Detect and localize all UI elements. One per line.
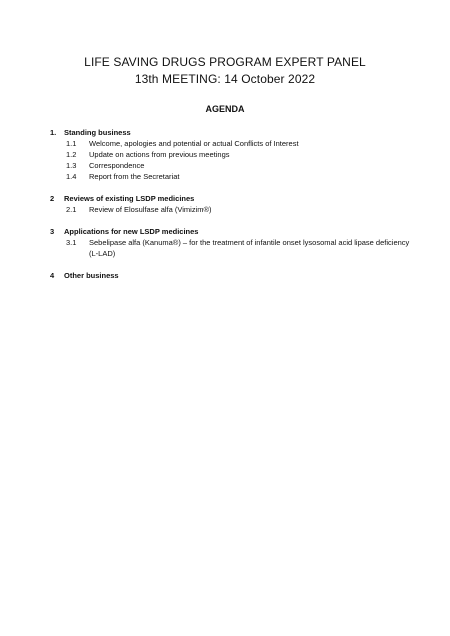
item-number: 1.4 (66, 172, 77, 181)
section-heading (50, 127, 410, 138)
agenda-section (50, 193, 410, 215)
agenda-item (50, 204, 410, 215)
item-number: 3.1 (66, 238, 77, 247)
item-text: Sebelipase alfa (Kanuma®) – for the treatment of infantile onset lysosomal acid lipase deficiency (L-LAD) (89, 238, 410, 258)
agenda-item (50, 237, 410, 259)
item-number: 1.2 (66, 150, 77, 159)
agenda-section (50, 270, 410, 281)
agenda-item (50, 160, 410, 171)
agenda-section (50, 127, 410, 182)
item-text: Correspondence (89, 161, 145, 170)
item-text: Update on actions from previous meetings (89, 150, 230, 159)
agenda-item (50, 171, 410, 182)
agenda-heading: AGENDA (205, 104, 245, 114)
agenda-list (50, 127, 410, 292)
section-number: 3 (50, 227, 55, 236)
section-title: Applications for new LSDP medicines (64, 227, 199, 236)
section-heading (50, 193, 410, 204)
agenda-item (50, 138, 410, 149)
item-text: Review of Elosulfase alfa (Vimizim®) (89, 205, 212, 214)
title-line-1: LIFE SAVING DRUGS PROGRAM EXPERT PANEL (84, 55, 366, 69)
item-number: 1.3 (66, 161, 77, 170)
agenda-section (50, 226, 410, 259)
agenda-item (50, 149, 410, 160)
section-heading (50, 226, 410, 237)
document-title (0, 54, 450, 88)
section-number: 4 (50, 271, 55, 280)
section-number: 1. (50, 128, 57, 137)
section-title: Reviews of existing LSDP medicines (64, 194, 195, 203)
item-text: Welcome, apologies and potential or actual Conflicts of Interest (89, 139, 299, 148)
section-title: Standing business (64, 128, 131, 137)
item-number: 2.1 (66, 205, 77, 214)
section-number: 2 (50, 194, 55, 203)
section-title: Other business (64, 271, 119, 280)
section-heading (50, 270, 410, 281)
item-number: 1.1 (66, 139, 77, 148)
title-line-2: 13th MEETING: 14 October 2022 (134, 72, 316, 86)
item-text: Report from the Secretariat (89, 172, 180, 181)
